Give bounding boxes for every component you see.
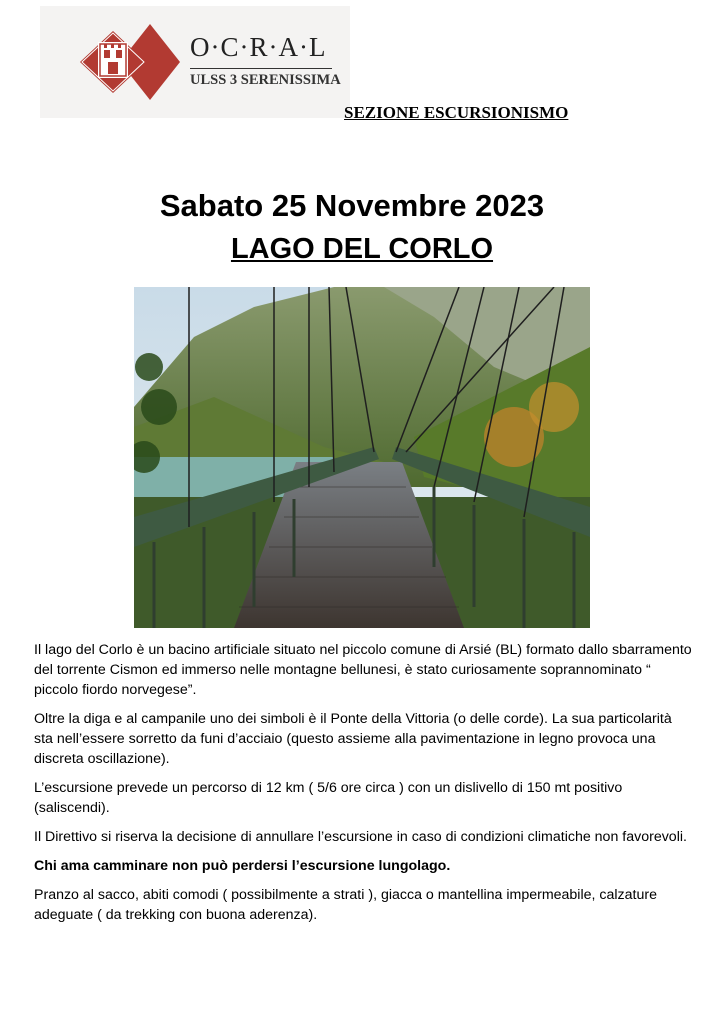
bridge-photo <box>134 287 590 628</box>
paragraph-highlight: Chi ama camminare non può perdersi l’escursione lungolago. <box>34 858 451 874</box>
org-name: O·C·R·A·L <box>190 32 327 62</box>
org-divider <box>190 68 332 69</box>
paragraph-route: L’escursione prevede un percorso di 12 km ( 5/6 ore circa ) con un dislivello di 150 mt positivo (saliscendi). <box>34 780 623 816</box>
paragraph-bridge: Oltre la diga e al campanile uno dei simboli è il Ponte della Vittoria (o delle corde). La sua particolarità sta nell’essere sorretto da funi d’acciaio (questo assieme alla pavimentazione in legno provoca una discreta oscillazione). <box>34 711 672 767</box>
description <box>34 640 694 934</box>
paragraph-lake: Il lago del Corlo è un bacino artificiale situato nel piccolo comune di Arsié (BL) formato dallo sbarramento del torrente Cismon ed immerso nelle montagne bellunesi, è stato curiosamente soprannominato “ piccolo fiordo norvegese”. <box>34 642 692 698</box>
paragraph-weather: Il Direttivo si riserva la decisione di annullare l’escursione in caso di condizioni climatiche non favorevoli. <box>34 829 687 845</box>
paragraph-equipment: Pranzo al sacco, abiti comodi ( possibilmente a strati ), giacca o mantellina impermeabile, calzature adeguate ( da trekking con buona aderenza). <box>34 887 657 923</box>
ocral-logo <box>40 6 350 118</box>
event-title: LAGO DEL CORLO <box>230 233 494 265</box>
section-heading: SEZIONE ESCURSIONISMO <box>344 103 569 122</box>
org-subtitle: ULSS 3 SERENISSIMA <box>190 72 341 88</box>
event-date: Sabato 25 Novembre 2023 <box>159 188 545 223</box>
